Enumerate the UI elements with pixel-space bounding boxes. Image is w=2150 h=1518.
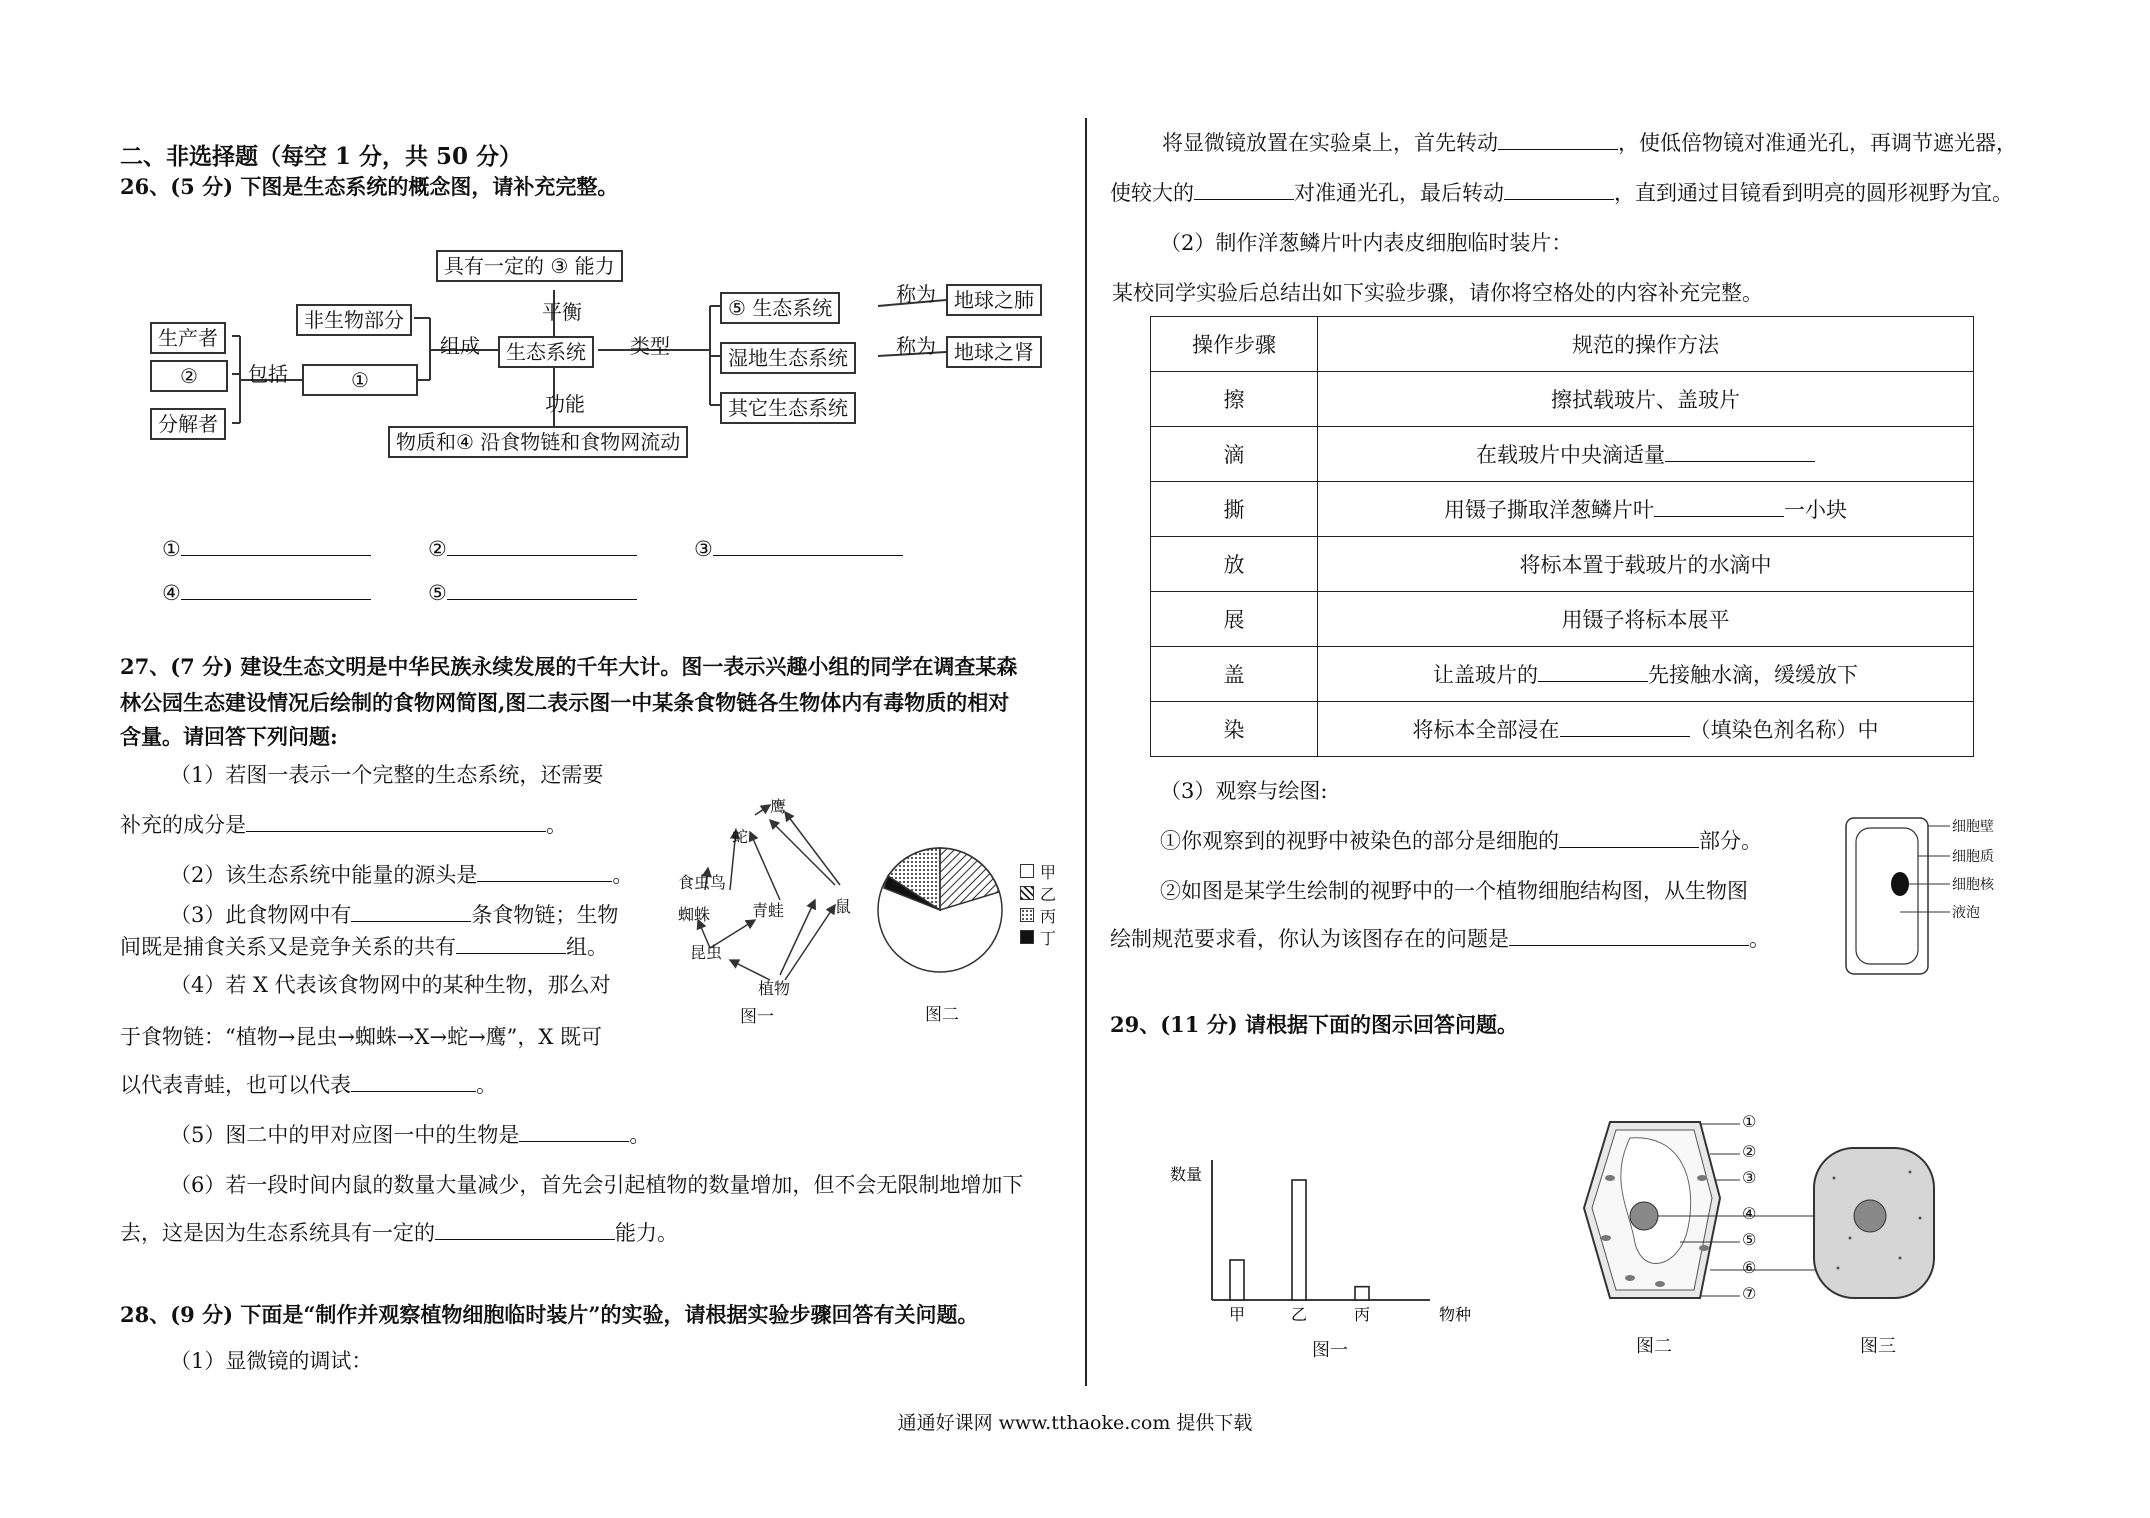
- fw-snake: 蛇: [732, 827, 749, 846]
- table-cell-step: 盖: [1151, 647, 1318, 702]
- q27-p4c: 以代表青蛙，也可以代表 。: [120, 1073, 497, 1097]
- q27-blank-5[interactable]: [351, 1073, 476, 1092]
- q28-blank-8[interactable]: [1559, 829, 1699, 848]
- legend-jia: 甲: [1020, 862, 1056, 884]
- table-cell-step: 展: [1151, 592, 1318, 647]
- pie-chart: [870, 840, 1010, 980]
- bar-chart-caption: 图一: [1312, 1340, 1348, 1361]
- cm-kidney-box: 地球之肾: [946, 336, 1042, 368]
- q27-p2: （2）该生态系统中能量的源头是 。: [170, 863, 634, 887]
- q28-blank-4[interactable]: [1665, 443, 1815, 462]
- cell-label-vacuole: 液泡: [1952, 905, 1980, 921]
- bar-label-1: 乙: [1290, 1305, 1308, 1324]
- q28-r2: 使较大的 对准通光孔，最后转动 ，直到通过目镜看到明亮的圆形视野为宜。: [1110, 181, 2013, 205]
- cm-abiotic-box: 非生物部分: [296, 304, 412, 336]
- table-row: [1151, 702, 1974, 757]
- marker-3: ③: [1742, 1168, 1757, 1187]
- cm-function-label: 功能: [545, 392, 585, 416]
- cm-decomposer-box: 分解者: [150, 408, 226, 440]
- q28-blank-3[interactable]: [1504, 181, 1614, 200]
- cell-outline: [1840, 812, 1950, 982]
- q27-p4a: （4）若 X 代表该食物网中的某种生物，那么对: [170, 973, 611, 997]
- marker-2: ②: [1742, 1142, 1757, 1161]
- table-row: [1151, 537, 1974, 592]
- q28-title: 28、(9 分) 下面是“制作并观察植物细胞临时装片”的实验，请根据实验步骤回答有关问题。: [120, 1302, 979, 1327]
- table-row: [1151, 372, 1974, 427]
- table-header-row: [1151, 317, 1974, 372]
- bar-chart-xlabel: 物种: [1438, 1305, 1472, 1324]
- legend-bing: 丙: [1020, 906, 1056, 928]
- cm-ecosystem-box: 生态系统: [498, 336, 594, 368]
- q27-food-web: [670, 790, 870, 1027]
- q28-p2b: 某校同学实验后总结出如下实验步骤，请你将空格处的内容补充完整。: [1112, 281, 1763, 305]
- bar-label-2: 丙: [1353, 1305, 1371, 1324]
- fw-caption: 图一: [740, 1007, 774, 1027]
- bar-0: [1230, 1260, 1244, 1300]
- table-header-step: 操作步骤: [1151, 317, 1318, 372]
- q27-p3a: （3）此食物网中有 条食物链；生物: [170, 903, 619, 927]
- q27-p6a: （6）若一段时间内鼠的数量大量减少，首先会引起植物的数量增加，但不会无限制地增加下: [170, 1173, 1024, 1197]
- table-row: [1151, 592, 1974, 647]
- q27-p1b: 补充的成分是 。: [120, 813, 567, 837]
- table-cell-step: 滴: [1151, 427, 1318, 482]
- q28-p2: （2）制作洋葱鳞片叶内表皮细胞临时装片：: [1160, 231, 1573, 255]
- q27-p4b: 于食物链：“植物→昆虫→蜘蛛→X→蛇→鹰”，X 既可: [120, 1025, 603, 1049]
- cell-label-nucleus: 细胞核: [1952, 877, 1994, 893]
- table-cell-method: 在载玻片中央滴适量: [1318, 427, 1974, 482]
- q27-p6b: 去，这是因为生态系统具有一定的 能力。: [120, 1221, 678, 1245]
- fig3-caption: 图三: [1860, 1336, 1896, 1357]
- q26-blank-2[interactable]: ②: [428, 534, 637, 564]
- q28-blank-7[interactable]: [1560, 718, 1690, 737]
- marker-7: ⑦: [1742, 1284, 1757, 1303]
- table-cell-method: 擦拭载玻片、盖玻片: [1318, 372, 1974, 427]
- cm-ability-box: 具有一定的 ③ 能力: [436, 250, 623, 282]
- q29-cells-figure: [1570, 1112, 1990, 1358]
- plant-nucleus: [1630, 1202, 1658, 1230]
- cell-label-cytoplasm: 细胞质: [1952, 849, 1994, 865]
- legend-ding: 丁: [1020, 928, 1056, 950]
- cm-called2-label: 称为: [896, 334, 936, 358]
- q27-blank-1[interactable]: [246, 813, 546, 832]
- q29-bar-chart: [1169, 1150, 1510, 1370]
- q27-blank-2[interactable]: [477, 863, 612, 882]
- legend-yi: 乙: [1020, 884, 1056, 906]
- q28-p3a: ①你观察到的视野中被染色的部分是细胞的 部分。: [1160, 829, 1762, 853]
- q26-blank-5[interactable]: ⑤: [428, 578, 637, 608]
- cell-label-wall: 细胞壁: [1952, 819, 1994, 835]
- fw-mouse: 鼠: [835, 897, 852, 916]
- fw-eagle: 鹰: [770, 797, 787, 816]
- q29-title: 29、(11 分) 请根据下面的图示回答问题。: [1110, 1012, 1518, 1037]
- cm-type-label: 类型: [630, 334, 670, 358]
- q26-concept-map: [140, 240, 1060, 480]
- table-row: [1151, 482, 1974, 537]
- q26-blank-1[interactable]: ①: [162, 534, 371, 564]
- cm-forest-box: ⑤ 生态系统: [720, 292, 840, 324]
- fw-insect: 昆虫: [690, 943, 723, 962]
- q28-r1: 将显微镜放置在实验桌上，首先转动 ，使低倍物镜对准通光孔，再调节遮光器，: [1162, 131, 2017, 155]
- q26-title: 26、(5 分) 下图是生态系统的概念图，请补充完整。: [120, 174, 619, 199]
- q28-p3: （3）观察与绘图:: [1160, 779, 1328, 803]
- table-cell-step: 撕: [1151, 482, 1318, 537]
- cm-balance-label: 平衡: [542, 300, 582, 324]
- animal-nucleus: [1854, 1200, 1886, 1232]
- table-cell-method: 将标本全部浸在 （填染色剂名称）中: [1318, 702, 1974, 757]
- marker-6: ⑥: [1742, 1258, 1757, 1277]
- cm-producer-box: 生产者: [150, 322, 226, 354]
- q27-blank-3[interactable]: [351, 903, 471, 922]
- q26-blank-4[interactable]: ④: [162, 578, 371, 608]
- page-footer: 通通好课网 www.tthaoke.com 提供下载: [897, 1412, 1253, 1434]
- q27-blank-4[interactable]: [456, 935, 566, 954]
- cm-other-box: 其它生态系统: [720, 392, 856, 424]
- q27-pie-figure: [870, 840, 1080, 1030]
- q27-title-line2: 林公园生态建设情况后绘制的食物网简图,图二表示图一中某条食物链各生物体内有毒物质的相对: [120, 690, 1010, 715]
- marker-5: ⑤: [1742, 1230, 1757, 1249]
- bar-chart-ylabel: 数量: [1169, 1165, 1202, 1184]
- table-cell-method: 让盖玻片的 先接触水滴，缓缓放下: [1318, 647, 1974, 702]
- q27-title-line3: 含量。请回答下列问题:: [120, 724, 338, 749]
- q28-p1: （1）显微镜的调试：: [170, 1349, 373, 1373]
- q28-blank-6[interactable]: [1538, 663, 1648, 682]
- column-divider: [1085, 118, 1087, 1386]
- q28-steps-table: [1150, 316, 1974, 757]
- q28-blank-2[interactable]: [1194, 181, 1294, 200]
- marker-1: ①: [1742, 1112, 1757, 1131]
- table-cell-method: 用镊子撕取洋葱鳞片叶 一小块: [1318, 482, 1974, 537]
- table-row: [1151, 647, 1974, 702]
- q28-p3b: ②如图是某学生绘制的视野中的一个植物细胞结构图，从生物图: [1160, 879, 1748, 903]
- cm-called1-label: 称为: [896, 282, 936, 306]
- cm-compose-label: 组成: [440, 334, 480, 358]
- table-cell-step: 擦: [1151, 372, 1318, 427]
- table-cell-step: 放: [1151, 537, 1318, 592]
- fw-frog: 青蛙: [752, 901, 785, 920]
- table-cell-step: 染: [1151, 702, 1318, 757]
- cm-include-label: 包括: [248, 362, 288, 386]
- cells-svg: [1570, 1118, 1990, 1328]
- q27-p1a: （1）若图一表示一个完整的生态系统，还需要: [170, 763, 604, 787]
- q28-cell-drawing: [1840, 812, 2030, 982]
- q27-blank-6[interactable]: [519, 1123, 629, 1142]
- pie-legend: [1020, 862, 1056, 950]
- q28-blank-9[interactable]: [1509, 927, 1749, 946]
- fig2-caption: 图二: [1636, 1336, 1672, 1357]
- q28-p3c: 绘制规范要求看，你认为该图存在的问题是 。: [1110, 927, 1770, 951]
- marker-4: ④: [1742, 1204, 1757, 1223]
- fw-bird: 食虫鸟: [678, 873, 727, 892]
- bar-1: [1292, 1180, 1306, 1300]
- q26-blank-3[interactable]: ③: [694, 534, 903, 564]
- cm-one-box: ①: [302, 364, 418, 396]
- table-header-method: 规范的操作方法: [1318, 317, 1974, 372]
- section-title: 二、非选择题（每空 1 分，共 50 分）: [120, 143, 523, 170]
- table-row: [1151, 427, 1974, 482]
- q27-p3b: 间既是捕食关系又是竞争关系的共有 组。: [120, 935, 608, 959]
- pie-caption: 图二: [925, 1005, 959, 1025]
- q27-title-line1: 27、(7 分) 建设生态文明是中华民族永续发展的千年大计。图一表示兴趣小组的同学在调查某森: [120, 654, 1018, 679]
- bar-chart-svg: [1169, 1150, 1510, 1340]
- cm-lung-box: 地球之肺: [946, 284, 1042, 316]
- fw-spider: 蜘蛛: [678, 905, 711, 924]
- bar-2: [1355, 1287, 1369, 1300]
- q28-blank-5[interactable]: [1654, 498, 1784, 517]
- q28-blank-1[interactable]: [1498, 131, 1618, 150]
- fw-plant: 植物: [758, 979, 791, 998]
- cm-wetland-box: 湿地生态系统: [720, 342, 856, 374]
- cm-two-box: ②: [150, 360, 228, 392]
- q27-blank-7[interactable]: [435, 1221, 615, 1240]
- table-cell-method: 将标本置于载玻片的水滴中: [1318, 537, 1974, 592]
- bar-label-0: 甲: [1228, 1305, 1246, 1324]
- cm-flow-box: 物质和④ 沿食物链和食物网流动: [388, 426, 688, 458]
- table-cell-method: 用镊子将标本展平: [1318, 592, 1974, 647]
- q27-p5: （5）图二中的甲对应图一中的生物是 。: [170, 1123, 651, 1147]
